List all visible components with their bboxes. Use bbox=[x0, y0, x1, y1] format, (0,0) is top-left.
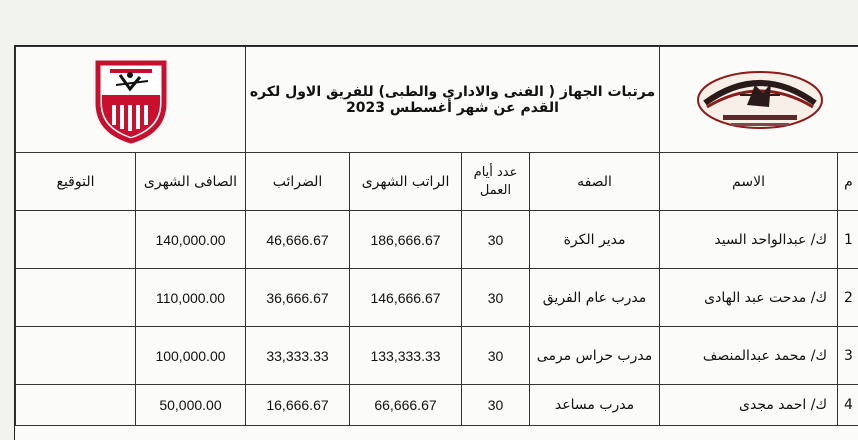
col-index-header: م bbox=[838, 153, 858, 211]
row-name: ك/ احمد مجدى bbox=[660, 385, 838, 426]
salary-table bbox=[15, 46, 858, 426]
row-name: ك/ عبدالواحد السيد bbox=[660, 211, 838, 269]
col-name-header: الاسم bbox=[660, 153, 838, 211]
zamalek-crest-icon bbox=[86, 55, 176, 145]
row-role: مدير الكرة bbox=[530, 211, 660, 269]
column-header-row bbox=[16, 153, 858, 211]
table-row bbox=[16, 211, 858, 269]
left-logo-cell bbox=[16, 47, 246, 153]
row-name: ك/ محمد عبدالمنصف bbox=[660, 327, 838, 385]
col-salary-header: الراتب الشهرى bbox=[350, 153, 462, 211]
row-index: 1 bbox=[838, 211, 858, 269]
row-taxes: 33,333.33 bbox=[246, 327, 350, 385]
row-role: مدرب حراس مرمى bbox=[530, 327, 660, 385]
row-days: 30 bbox=[462, 269, 530, 327]
row-signature bbox=[16, 269, 136, 327]
row-salary: 133,333.33 bbox=[350, 327, 462, 385]
association-emblem-icon bbox=[685, 55, 835, 145]
row-role: مدرب مساعد bbox=[530, 385, 660, 426]
document-title: مرتبات الجهاز ( الفنى والادارى والطبى) للفريق الاول لكره القدم عن شهر أغسطس 2023 bbox=[246, 47, 660, 153]
row-role: مدرب عام الفريق bbox=[530, 269, 660, 327]
right-logo-cell bbox=[660, 47, 858, 153]
row-days: 30 bbox=[462, 385, 530, 426]
row-taxes: 46,666.67 bbox=[246, 211, 350, 269]
row-net: 100,000.00 bbox=[136, 327, 246, 385]
row-index: 2 bbox=[838, 269, 858, 327]
row-signature bbox=[16, 385, 136, 426]
row-taxes: 16,666.67 bbox=[246, 385, 350, 426]
row-salary: 146,666.67 bbox=[350, 269, 462, 327]
col-net-header: الصافى الشهرى bbox=[136, 153, 246, 211]
col-signature-header: التوقيع bbox=[16, 153, 136, 211]
row-salary: 66,666.67 bbox=[350, 385, 462, 426]
col-role-header: الصفه bbox=[530, 153, 660, 211]
row-index: 4 bbox=[838, 385, 858, 426]
table-row bbox=[16, 385, 858, 426]
row-days: 30 bbox=[462, 211, 530, 269]
col-days-header: عدد أيام العمل bbox=[462, 153, 530, 211]
col-taxes-header: الضرائب bbox=[246, 153, 350, 211]
row-net: 140,000.00 bbox=[136, 211, 246, 269]
row-salary: 186,666.67 bbox=[350, 211, 462, 269]
table-row bbox=[16, 269, 858, 327]
row-signature bbox=[16, 211, 136, 269]
row-days: 30 bbox=[462, 327, 530, 385]
table-row bbox=[16, 327, 858, 385]
row-net: 50,000.00 bbox=[136, 385, 246, 426]
row-name: ك/ مدحت عبد الهادى bbox=[660, 269, 838, 327]
salary-sheet bbox=[14, 45, 858, 440]
row-index: 3 bbox=[838, 327, 858, 385]
row-taxes: 36,666.67 bbox=[246, 269, 350, 327]
row-signature bbox=[16, 327, 136, 385]
header-row bbox=[16, 47, 858, 153]
row-net: 110,000.00 bbox=[136, 269, 246, 327]
